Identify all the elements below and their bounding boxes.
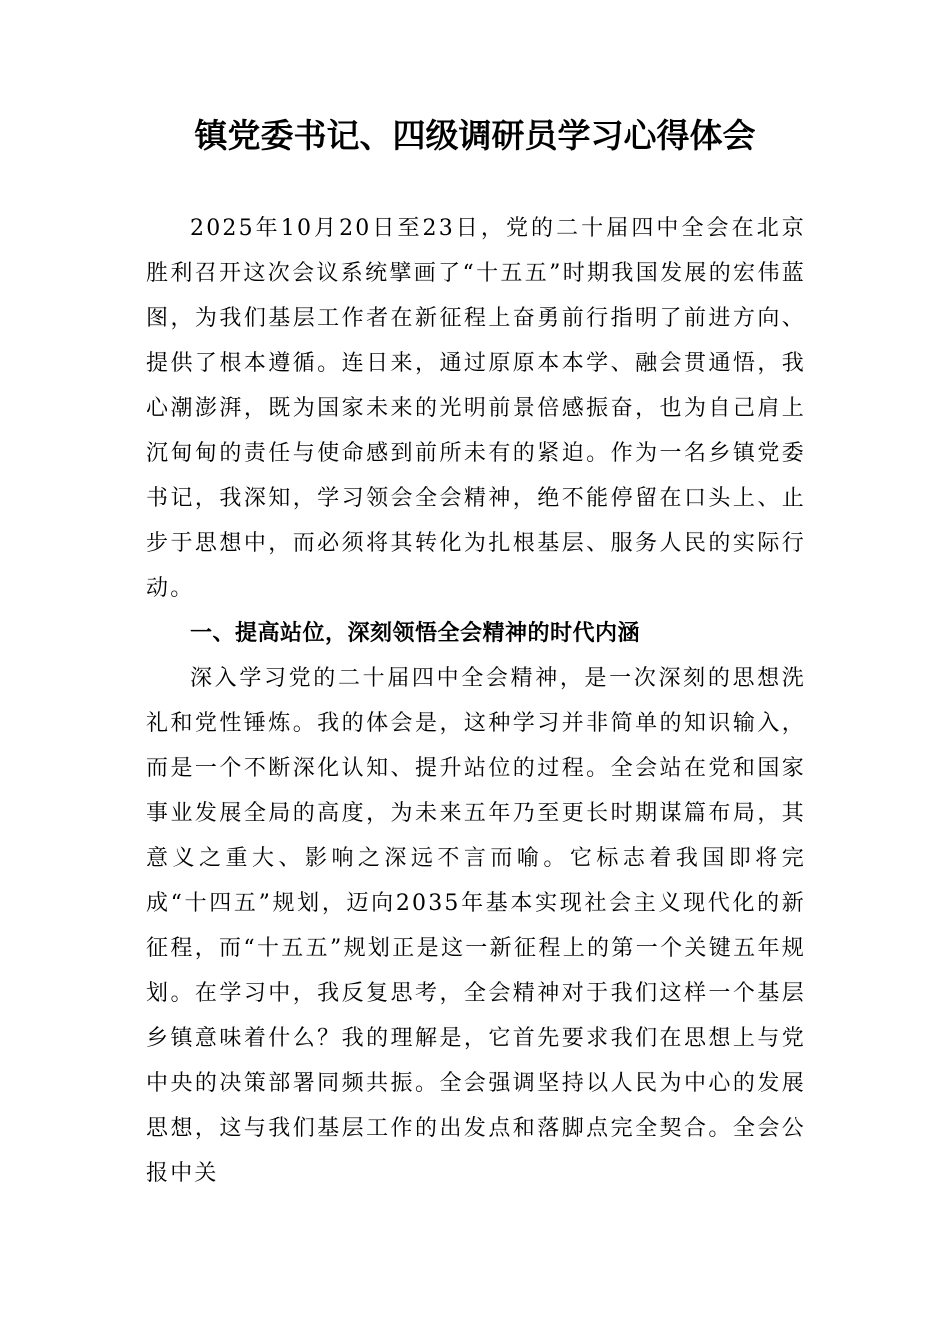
intro-paragraph: 2025年10月20日至23日，党的二十届四中全会在北京胜利召开这次会议系统擘画了“十五五”时期我国发展的宏伟蓝图，为我们基层工作者在新征程上奋勇前行指明了前进方向、提供了根本遵循。连日来，通过原原本本学、融会贯通悟，我心潮澎湃，既为国家未来的光明前景倍感振奋，也为自己肩上沉甸甸的责任与使命感到前所未有的紧迫。作为一名乡镇党委书记，我深知，学习领会全会精神，绝不能停留在口头上、止步于思想中，而必须将其转化为扎根基层、服务人民的实际行动。 — [146, 216, 806, 601]
section-heading: 一、提高站位，深刻领悟全会精神的时代内涵 — [190, 621, 641, 646]
document-title: 镇党委书记、四级调研员学习心得体会 — [194, 116, 756, 155]
document-body — [146, 206, 806, 1196]
section-paragraph: 深入学习党的二十届四中全会精神，是一次深刻的思想洗礼和党性锤炼。我的体会是，这种学习并非简单的知识输入，而是一个不断深化认知、提升站位的过程。全会站在党和国家事业发展全局的高度，为未来五年乃至更长时期谋篇布局，其意义之重大、影响之深远不言而喻。它标志着我国即将完成“十四五”规划，迈向2035年基本实现社会主义现代化的新征程，而“十五五”规划正是这一新征程上的第一个关键五年规划。在学习中，我反复思考，全会精神对于我们这样一个基层乡镇意味着什么？我的理解是，它首先要求我们在思想上与党中央的决策部署同频共振。全会强调坚持以人民为中心的发展思想，这与我们基层工作的出发点和落脚点完全契合。全会公报中关 — [146, 666, 806, 1186]
